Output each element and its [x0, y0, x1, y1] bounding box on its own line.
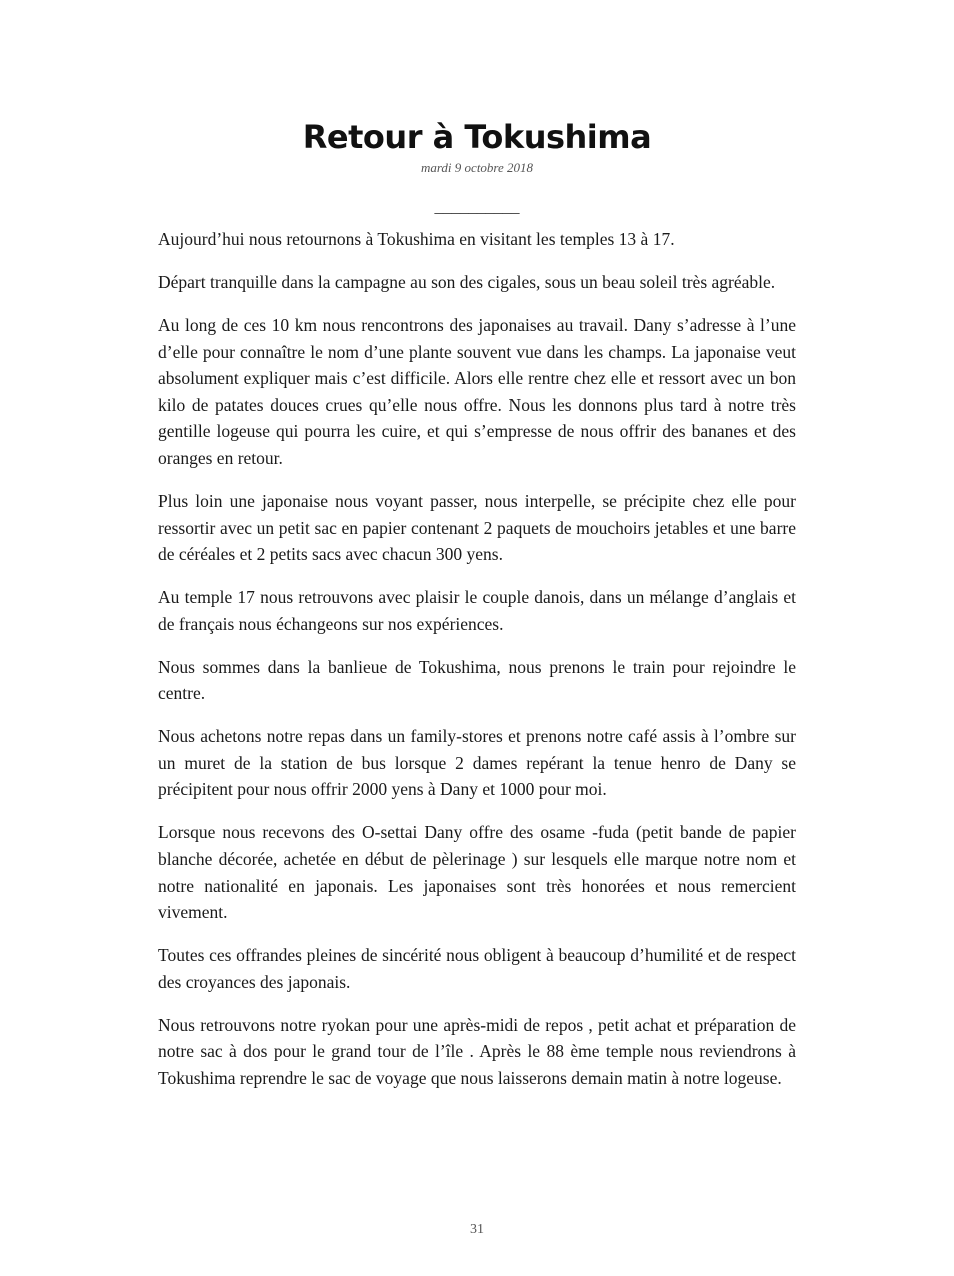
- paragraph: Aujourd’hui nous retournons à Tokushima en visitant les temples 13 à 17.: [158, 229, 675, 249]
- paragraph: Nous sommes dans la banlieue de Tokushima, nous prenons le train pour rejoindre le centre.: [158, 656, 796, 704]
- entry-date: mardi 9 octobre 2018: [420, 160, 534, 175]
- body-text: [158, 226, 796, 1108]
- page-number: 31: [470, 1222, 484, 1237]
- paragraph: Nous achetons notre repas dans un family-stores et prenons notre café assis à l’ombre sur un muret de la station de bus lorsque 2 dames repérant la tenue henro de Dany se précipitent pour nous offrir 2000 yens à Dany et 1000 pour moi.: [158, 726, 796, 800]
- title-separator: __________: [434, 197, 520, 216]
- page-title: Retour à Tokushima: [302, 118, 652, 156]
- paragraph: Plus loin une japonaise nous voyant passer, nous interpelle, se précipite chez elle pour ressortir avec un petit sac en papier contenant 2 paquets de mouchoirs jetables et une barre de céréales et 2 petits sacs avec chacun 300 yens.: [158, 490, 796, 565]
- paragraph: Au long de ces 10 km nous rencontrons des japonaises au travail. Dany s’adresse à l’une d’elle pour connaître le nom d’une plante souvent vue dans les champs. La japonaise veut absolument expliquer mais c’est difficile. Alors elle rentre chez elle et ressort avec un bon kilo de patates douces crues qu’elle nous offre. Nous les donnons plus tard à notre très gentille logeuse qui pourra les cuire, et qui s’empresse de nous offrir des bananes et des oranges en retour.: [158, 314, 796, 468]
- paragraph: Nous retrouvons notre ryokan pour une après-midi de repos , petit achat et préparation de notre sac à dos pour le grand tour de l’île . Après le 88 ème temple nous reviendrons à Tokushima reprendre le sac de voyage que nous laisserons demain matin à notre logeuse.: [158, 1014, 796, 1088]
- paragraph: Au temple 17 nous retrouvons avec plaisir le couple danois, dans un mélange d’anglais et de français nous échangeons sur nos expériences.: [158, 587, 796, 634]
- paragraph: Toutes ces offrandes pleines de sincérité nous obligent à beaucoup d’humilité et de respect des croyances des japonais.: [158, 945, 796, 992]
- paragraph: Départ tranquille dans la campagne au son des cigales, sous un beau soleil très agréable.: [158, 271, 776, 292]
- paragraph: Lorsque nous recevons des O-settai Dany offre des osame -fuda (petit bande de papier blanche décorée, achetée en début de pèlerinage ) sur lesquels elle marque notre nom et notre nationalité en japonais. Les japonaises sont très honorées et nous remercient vivement.: [158, 822, 796, 923]
